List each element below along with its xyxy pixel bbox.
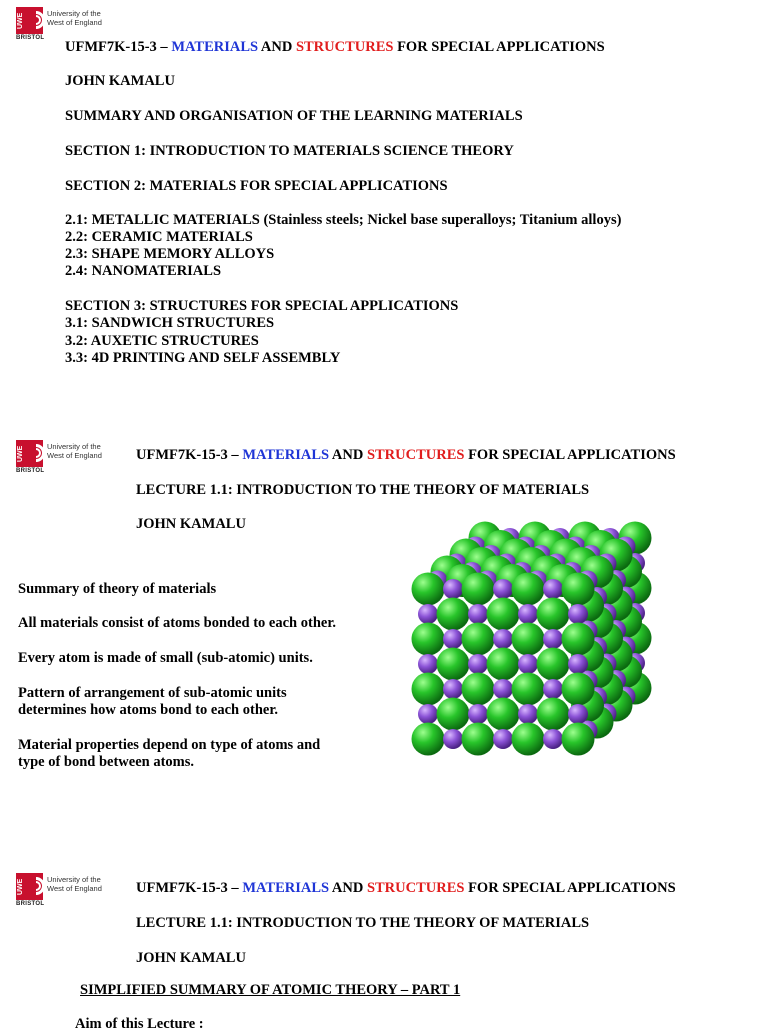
small-atom xyxy=(443,729,463,749)
large-atom xyxy=(512,623,545,656)
section-2-item: 2.2: CERAMIC MATERIALS xyxy=(65,229,253,245)
large-atom xyxy=(562,673,595,706)
section-3-item: 3.3: 4D PRINTING AND SELF ASSEMBLY xyxy=(65,350,341,366)
summary-point: All materials consist of atoms bonded to each other. xyxy=(18,615,337,631)
section-2-item: 2.4: NANOMATERIALS xyxy=(65,263,222,279)
large-atom xyxy=(562,723,595,756)
crystal-lattice-image xyxy=(406,517,686,782)
course-title: UFMF7K-15-3 – MATERIALS AND STRUCTURES FOR SPECIAL APPLICATIONS xyxy=(65,39,605,55)
uwe-logo xyxy=(16,873,102,906)
uwe-logo-icon: UWE BRISTOL xyxy=(16,873,43,906)
course-title: UFMF7K-15-3 – MATERIALS AND STRUCTURES FOR SPECIAL APPLICATIONS xyxy=(136,447,676,463)
large-atom xyxy=(512,573,545,606)
uwe-logo xyxy=(16,7,102,40)
small-atom xyxy=(518,604,538,624)
author: JOHN KAMALU xyxy=(136,516,246,532)
summary-point: Every atom is made of small (sub-atomic) units. xyxy=(18,650,313,666)
aim-heading: Aim of this Lecture : xyxy=(75,1016,204,1032)
large-atom xyxy=(537,598,570,631)
large-atom xyxy=(412,623,445,656)
small-atom xyxy=(443,629,463,649)
large-atom xyxy=(437,648,470,681)
summary-point: Pattern of arrangement of sub-atomic units xyxy=(18,685,287,701)
small-atom xyxy=(493,629,513,649)
large-atom xyxy=(462,573,495,606)
small-atom xyxy=(493,729,513,749)
small-atom xyxy=(468,604,488,624)
logo-text: University of the West of England xyxy=(47,9,102,27)
section-2-item: 2.3: SHAPE MEMORY ALLOYS xyxy=(65,246,275,262)
large-atom xyxy=(487,698,520,731)
small-atom xyxy=(493,679,513,699)
section-2-item: 2.1: METALLIC MATERIALS (Stainless steels; Nickel base superalloys; Titanium alloys) xyxy=(65,212,622,228)
large-atom xyxy=(437,598,470,631)
lecture-title: LECTURE 1.1: INTRODUCTION TO THE THEORY OF MATERIALS xyxy=(136,482,590,498)
summary-point: Material properties depend on type of atoms and xyxy=(18,737,321,753)
large-atom xyxy=(412,573,445,606)
summary-point: determines how atoms bond to each other. xyxy=(18,702,279,718)
large-atom xyxy=(512,673,545,706)
small-atom xyxy=(493,579,513,599)
uwe-logo-icon: UWE BRISTOL xyxy=(16,440,43,473)
small-atom xyxy=(418,704,438,724)
summary-point: type of bond between atoms. xyxy=(18,754,195,770)
large-atom xyxy=(437,698,470,731)
small-atom xyxy=(443,679,463,699)
large-atom xyxy=(487,598,520,631)
small-atom xyxy=(518,654,538,674)
small-atom xyxy=(543,729,563,749)
small-atom xyxy=(543,579,563,599)
small-atom xyxy=(543,629,563,649)
lecture-title: LECTURE 1.1: INTRODUCTION TO THE THEORY OF MATERIALS xyxy=(136,915,590,931)
small-atom xyxy=(418,604,438,624)
summary-heading: SIMPLIFIED SUMMARY OF ATOMIC THEORY – PART 1 xyxy=(80,982,461,998)
large-atom xyxy=(537,648,570,681)
author: JOHN KAMALU xyxy=(65,73,175,89)
section-1-heading: SECTION 1: INTRODUCTION TO MATERIALS SCIENCE THEORY xyxy=(65,143,514,159)
large-atom xyxy=(512,723,545,756)
author: JOHN KAMALU xyxy=(136,950,246,966)
small-atom xyxy=(418,654,438,674)
small-atom xyxy=(543,679,563,699)
logo-text: University of the West of England xyxy=(47,875,102,893)
section-2-heading: SECTION 2: MATERIALS FOR SPECIAL APPLICATIONS xyxy=(65,178,448,194)
course-title: UFMF7K-15-3 – MATERIALS AND STRUCTURES FOR SPECIAL APPLICATIONS xyxy=(136,880,676,896)
logo-text: University of the West of England xyxy=(47,442,102,460)
small-atom xyxy=(468,704,488,724)
small-atom xyxy=(568,654,588,674)
large-atom xyxy=(412,723,445,756)
large-atom xyxy=(462,673,495,706)
large-atom xyxy=(537,698,570,731)
section-3-item: 3.2: AUXETIC STRUCTURES xyxy=(65,333,259,349)
summary-heading: Summary of theory of materials xyxy=(18,581,217,597)
large-atom xyxy=(462,723,495,756)
large-atom xyxy=(462,623,495,656)
section-3-heading: SECTION 3: STRUCTURES FOR SPECIAL APPLICATIONS xyxy=(65,298,459,314)
large-atom xyxy=(412,673,445,706)
small-atom xyxy=(468,654,488,674)
small-atom xyxy=(568,704,588,724)
small-atom xyxy=(443,579,463,599)
large-atom xyxy=(487,648,520,681)
section-3-item: 3.1: SANDWICH STRUCTURES xyxy=(65,315,275,331)
uwe-logo-icon: UWE BRISTOL xyxy=(16,7,43,40)
large-atom xyxy=(562,573,595,606)
large-atom xyxy=(562,623,595,656)
small-atom xyxy=(568,604,588,624)
uwe-logo xyxy=(16,440,102,473)
summary-title: SUMMARY AND ORGANISATION OF THE LEARNING MATERIALS xyxy=(65,108,523,124)
small-atom xyxy=(518,704,538,724)
